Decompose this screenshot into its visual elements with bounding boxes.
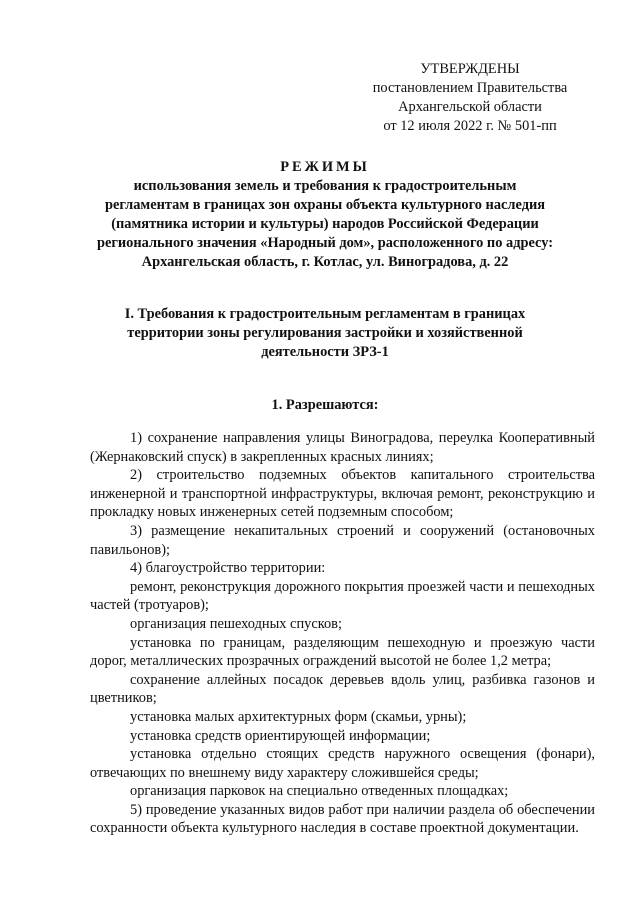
approval-line: постановлением Правительства bbox=[372, 80, 568, 96]
title-line: регионального значения «Народный дом», расположенного по адресу: bbox=[96, 235, 554, 251]
section-heading bbox=[90, 305, 560, 362]
approval-line: Архангельской области bbox=[398, 99, 542, 115]
paragraph: 5) проведение указанных видов работ при наличии раздела об обеспечении сохранности объекта культурного наследия в составе проектной документации. bbox=[90, 801, 595, 837]
section-line: территории зоны регулирования застройки и хозяйственной bbox=[127, 325, 523, 341]
section-line: деятельности ЗРЗ-1 bbox=[261, 344, 389, 360]
paragraph: установка малых архитектурных форм (скамьи, урны); bbox=[130, 708, 467, 725]
paragraph: установка по границам, разделяющим пешеходную и проезжую части дорог, металлических прозрачных ограждений высотой не более 1,2 метра; bbox=[90, 634, 595, 670]
paragraph: 1) сохранение направления улицы Виноградова, переулка Кооперативный (Жернаковский спуск) в закрепленных красных линиях; bbox=[90, 430, 595, 465]
paragraph: 2) строительство подземных объектов капитального строительства инженерной и транспортной инфраструктуры, включая ремонт, реконструкцию и прокладку новых инженерных сетей подземным способом; bbox=[90, 467, 595, 521]
document-body bbox=[90, 429, 595, 838]
section-line: I. Требования к градостроительным регламентам в границах bbox=[124, 306, 526, 322]
paragraph: установка отдельно стоящих средств наружного освещения (фонари), отвечающих по внешнему виду характеру сложившейся среды; bbox=[90, 746, 595, 781]
title-line: (памятника истории и культуры) народов Российской Федерации bbox=[111, 216, 539, 232]
paragraph: 3) размещение некапитальных строений и сооружений (остановочных павильонов); bbox=[90, 522, 595, 558]
paragraph: организация парковок на специально отведенных площадках; bbox=[130, 783, 509, 800]
approval-stamp bbox=[340, 60, 600, 136]
document-title bbox=[90, 158, 560, 272]
paragraph: организация пешеходных спусков; bbox=[130, 615, 342, 632]
subsection-heading: 1. Разрешаются: bbox=[271, 397, 379, 413]
title-line: регламентам в границах зон охраны объекта культурного наследия bbox=[104, 197, 546, 213]
paragraph: сохранение аллейных посадок деревьев вдоль улиц, разбивка газонов и цветников; bbox=[90, 671, 595, 707]
paragraph: установка средств ориентирующей информации; bbox=[130, 727, 431, 744]
approval-heading: УТВЕРЖДЕНЫ bbox=[420, 61, 520, 77]
approval-date: от 12 июля 2022 г. № 501-пп bbox=[383, 118, 557, 134]
title-line: Архангельская область, г. Котлас, ул. Виноградова, д. 22 bbox=[141, 254, 509, 270]
document-heading: РЕЖИМЫ bbox=[280, 159, 370, 175]
title-line: использования земель и требования к градостроительным bbox=[133, 178, 517, 194]
paragraph: 4) благоустройство территории: bbox=[130, 560, 326, 577]
paragraph: ремонт, реконструкция дорожного покрытия проезжей части и пешеходных частей (тротуаров); bbox=[90, 578, 595, 614]
